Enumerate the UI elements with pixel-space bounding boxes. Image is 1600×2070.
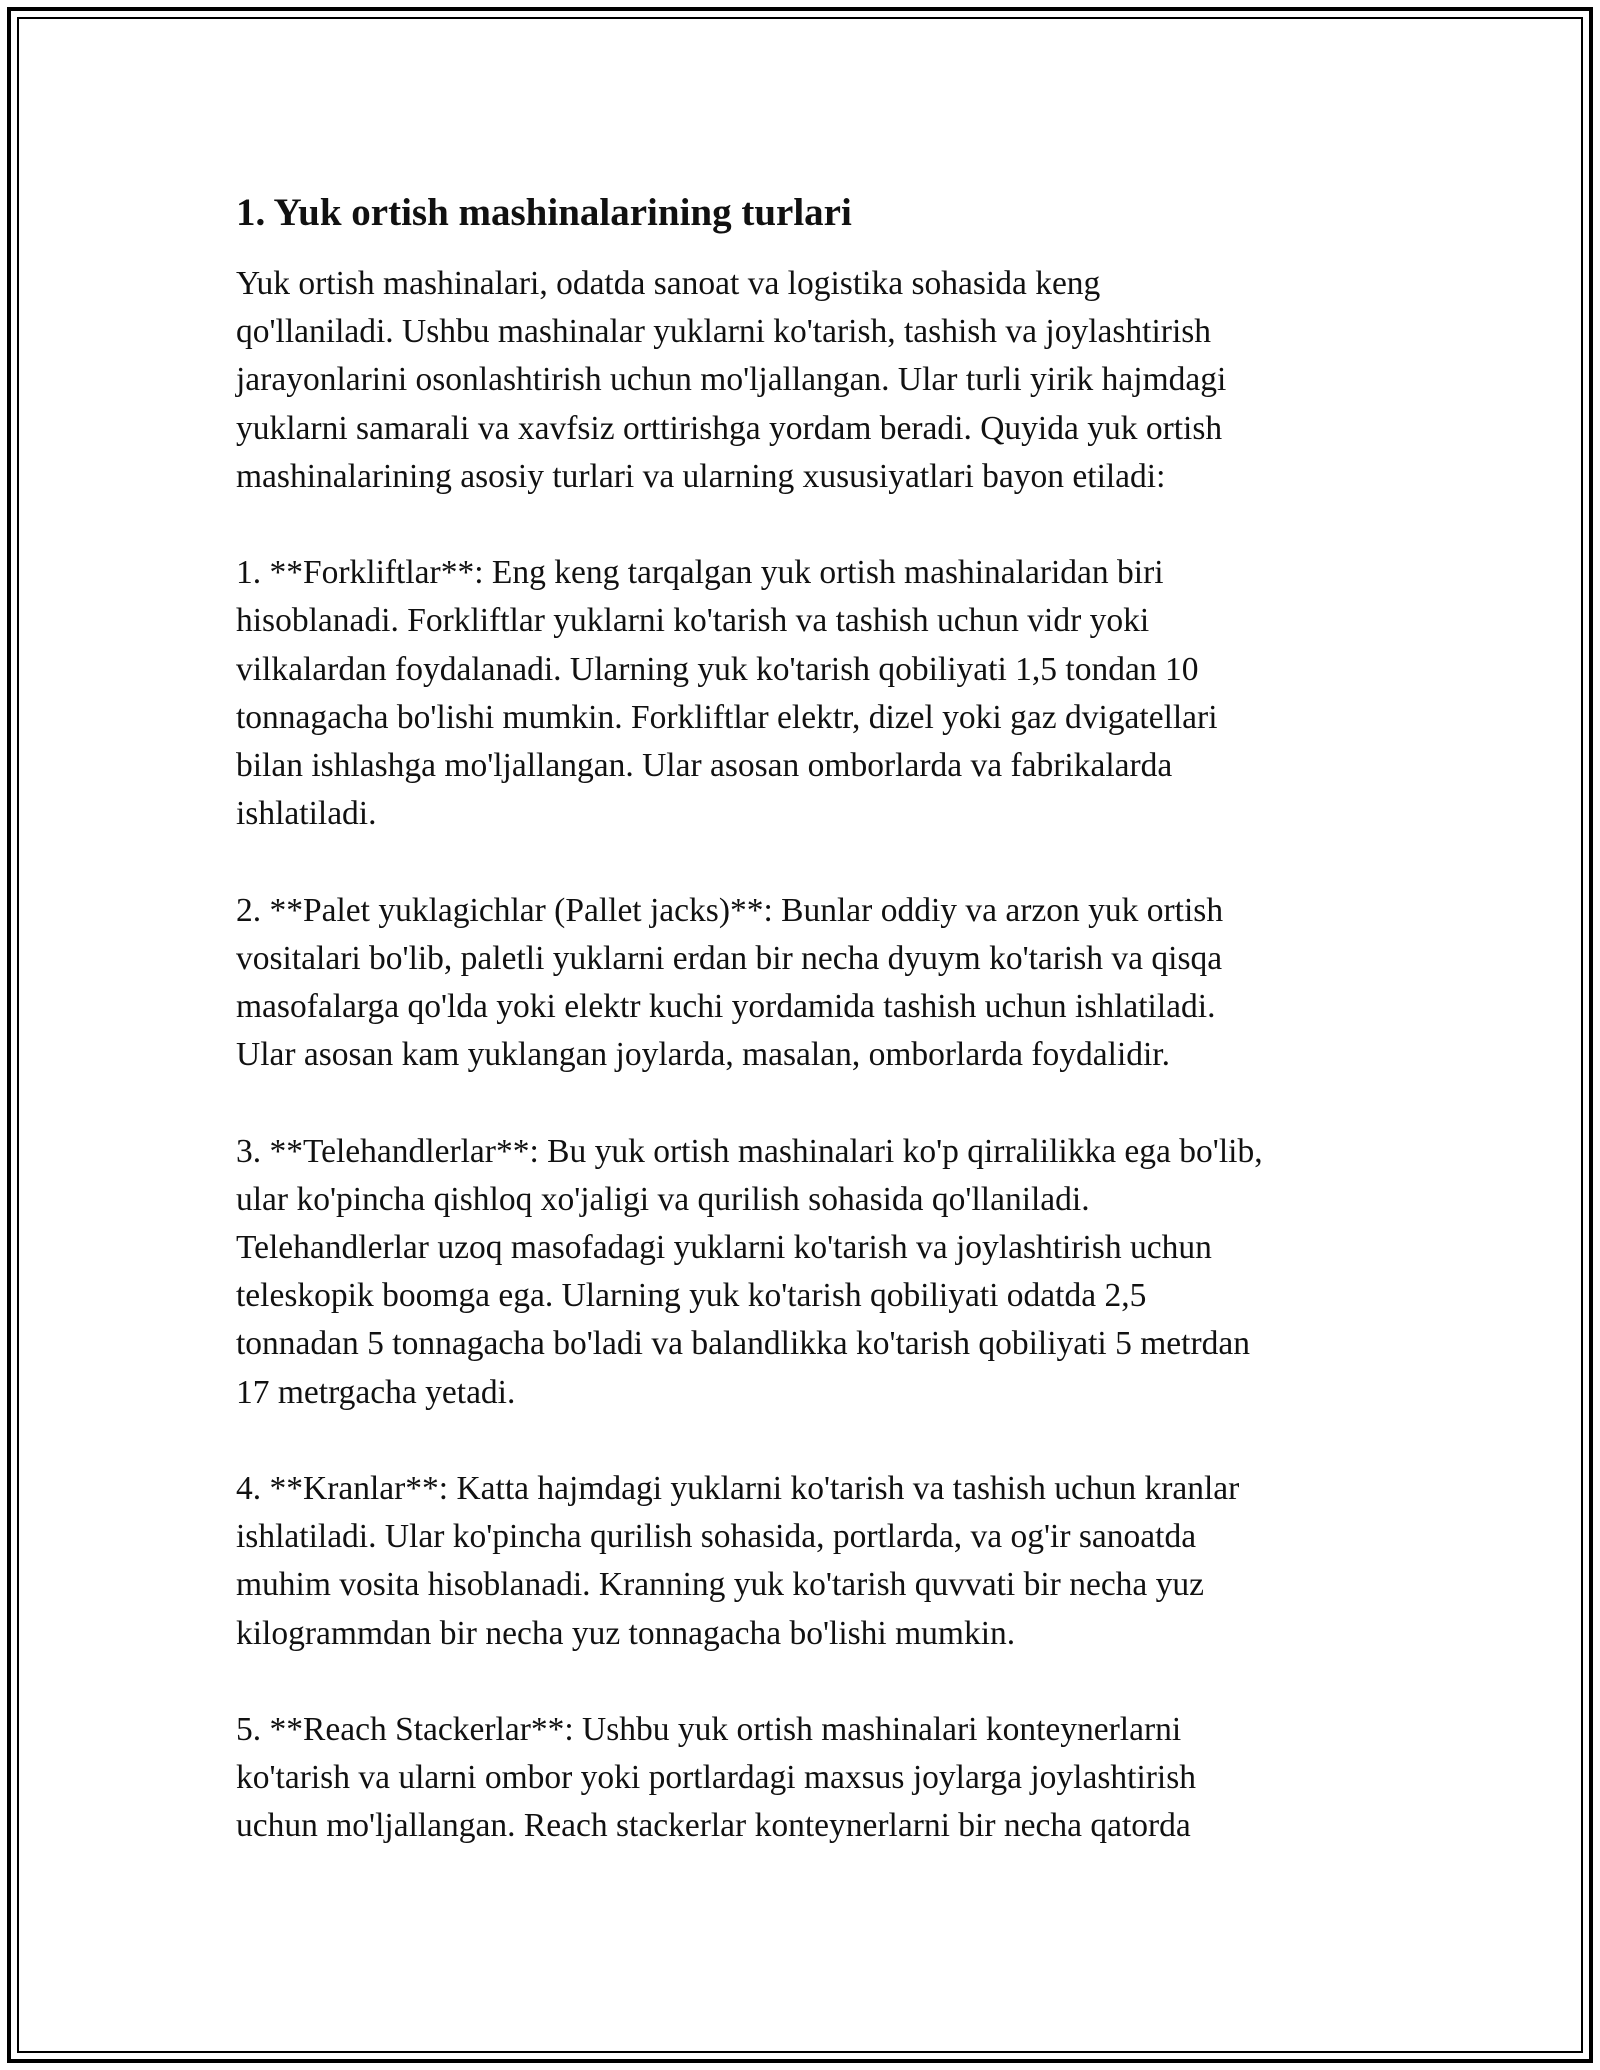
text-line: 17 metrgacha yetadi. (236, 1373, 516, 1411)
telehandlers-paragraph (236, 1128, 1366, 1417)
text-line: tonnagacha bo'lishi mumkin. Forkliftlar elektr, dizel yoki gaz dvigatellari (236, 698, 1218, 736)
text-line: ular ko'pincha qishloq xo'jaligi va qurilish sohasida qo'llaniladi. (236, 1180, 1090, 1218)
text-line: vilkalardan foydalanadi. Ularning yuk ko'tarish qobiliyati 1,5 tondan 10 (236, 650, 1199, 688)
text-line: 5. **Reach Stackerlar**: Ushbu yuk ortish mashinalari konteynerlarni (236, 1711, 1182, 1749)
text-line: qo'llaniladi. Ushbu mashinalar yuklarni ko'tarish, tashish va joylashtirish (236, 313, 1212, 351)
text-line: hisoblanadi. Forkliftlar yuklarni ko'tarish va tashish uchun vidr yoki (236, 602, 1150, 640)
text-line: vositalari bo'lib, paletli yuklarni erdan bir necha dyuym ko'tarish va qisqa (236, 939, 1223, 977)
text-line: masofalarga qo'lda yoki elektr kuchi yordamida tashish uchun ishlatiladi. (236, 988, 1216, 1026)
text-line: teleskopik boomga ega. Ularning yuk ko'tarish qobiliyati odatda 2,5 (236, 1277, 1147, 1315)
text-line: yuklarni samarali va xavfsiz orttirishga yordam beradi. Quyida yuk ortish (236, 409, 1223, 447)
text-line: ishlatiladi. (236, 795, 377, 833)
text-line: Ular asosan kam yuklangan joylarda, masalan, omborlarda foydalidir. (236, 1036, 1170, 1074)
text-line: mashinalarining asosiy turlari va ularning xususiyatlari bayon etiladi: (236, 457, 1166, 495)
text-line: 3. **Telehandlerlar**: Bu yuk ortish mashinalari ko'p qirralilikka ega bo'lib, (236, 1132, 1263, 1170)
reach-stackers-paragraph (236, 1706, 1366, 1851)
forklifts-paragraph (236, 549, 1366, 838)
text-line: tonnadan 5 tonnagacha bo'ladi va balandlikka ko'tarish qobiliyati 5 metrdan (236, 1325, 1250, 1363)
text-line: uchun mo'ljallangan. Reach stackerlar konteynerlarni bir necha qatorda (236, 1807, 1191, 1845)
text-line: 2. **Palet yuklagichlar (Pallet jacks)**: Bunlar oddiy va arzon yuk ortish (236, 891, 1224, 929)
intro-paragraph (236, 260, 1366, 501)
section-title: 1. Yuk ortish mashinalarining turlari (236, 191, 852, 234)
text-line: jarayonlarini osonlashtirish uchun mo'ljallangan. Ular turli yirik hajmdagi (236, 361, 1227, 399)
text-line: ko'tarish va ularni ombor yoki portlardagi maxsus joylarga joylashtirish (236, 1759, 1197, 1797)
text-line: bilan ishlashga mo'ljallangan. Ular asosan omborlarda va fabrikalarda (236, 747, 1173, 785)
text-line: 1. **Forkliftlar**: Eng keng tarqalgan yuk ortish mashinalaridan biri (236, 554, 1164, 592)
text-line: Telehandlerlar uzoq masofadagi yuklarni ko'tarish va joylashtirish uchun (236, 1229, 1212, 1267)
cranes-paragraph (236, 1465, 1366, 1658)
text-line: ishlatiladi. Ular ko'pincha qurilish sohasida, portlarda, va og'ir sanoatda (236, 1518, 1197, 1556)
text-line: 4. **Kranlar**: Katta hajmdagi yuklarni ko'tarish va tashish uchun kranlar (236, 1470, 1240, 1508)
pallet-jacks-paragraph (236, 887, 1366, 1080)
text-line: muhim vosita hisoblanadi. Kranning yuk ko'tarish quvvati bir necha yuz (236, 1566, 1205, 1604)
text-line: kilogrammdan bir necha yuz tonnagacha bo'lishi mumkin. (236, 1614, 1016, 1652)
text-line: Yuk ortish mashinalari, odatda sanoat va logistika sohasida keng (236, 265, 1101, 302)
document-body (236, 186, 1366, 1899)
